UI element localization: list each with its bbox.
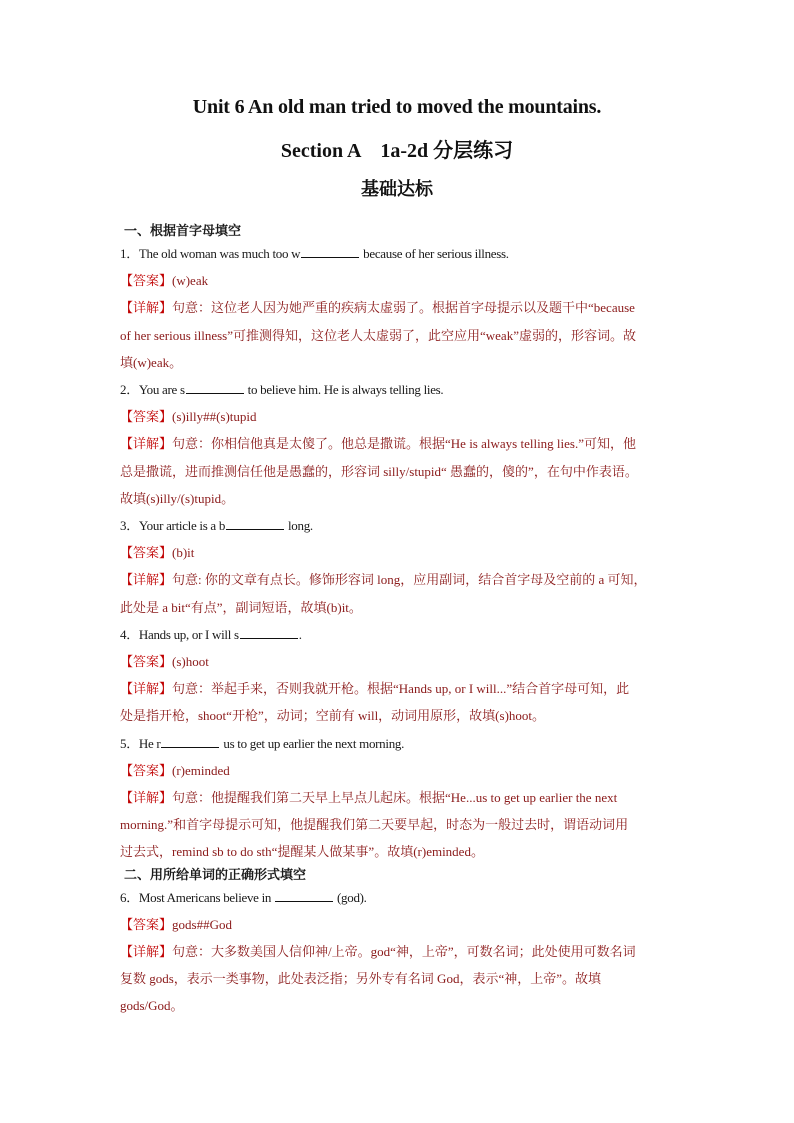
question-text: 1．The old woman was much too w xyxy=(120,246,301,261)
exercise-content xyxy=(120,222,680,1020)
answer-label: 【答案】 xyxy=(120,273,173,289)
explanation-line xyxy=(120,811,680,838)
question-text: to believe him. He is always telling lies. xyxy=(244,382,444,398)
answer-value: (r)eminded xyxy=(172,762,230,778)
explanation-text: gods/God。 xyxy=(120,998,184,1014)
explanation-text: 句意：这位老人因为她严重的疾病太虚弱了。根据首字母提示以及题干中“because xyxy=(172,300,635,316)
answer-line xyxy=(120,757,680,784)
explanation-text: 此处是 a bit“有点”，副词短语，故填(b)it。 xyxy=(120,599,362,615)
explanation-line xyxy=(120,349,680,376)
question-text: . xyxy=(298,626,302,642)
answer-blank xyxy=(240,626,298,639)
explanation-line xyxy=(120,838,680,865)
explanation-text: 句意：你相信他真是太傻了。他总是撒谎。根据“He is always telling lies.”可知，他 xyxy=(172,436,637,452)
explanation-label: 【详解】 xyxy=(120,681,173,697)
answer-value: (b)it xyxy=(172,545,195,561)
question-text: us to get up earlier the next morning. xyxy=(220,735,405,751)
unit-title: Unit 6 An old man tried to moved the mountains. xyxy=(192,96,602,118)
explanation-label: 【详解】 xyxy=(120,572,173,588)
level-title: 基础达标 xyxy=(361,179,433,199)
explanation-line xyxy=(120,965,680,992)
explanation-line xyxy=(120,430,680,457)
answer-label: 【答案】 xyxy=(120,762,173,778)
answer-line xyxy=(120,267,680,294)
answer-blank xyxy=(161,735,219,748)
answer-blank xyxy=(275,889,333,902)
section-heading: 二、用所给单词的正确形式填空 xyxy=(124,866,307,882)
question-line xyxy=(120,376,680,403)
explanation-line xyxy=(120,458,680,485)
explanation-text: 总是撒谎，进而推测信任他是愚蠢的，形容词 silly/stupid“ 愚蠢的，傻的”，在句中作表语。 xyxy=(120,463,638,479)
answer-value: (s)illy##(s)tupid xyxy=(172,409,257,425)
explanation-text: 句意：他提醒我们第二天早上早点儿起床。根据“He...us to get up earlier the next xyxy=(172,790,618,806)
explanation-line xyxy=(120,294,680,321)
explanation-text: 句意：举起手来，否则我就开枪。根据“Hands up, or I will...”结合首字母可知，此 xyxy=(172,681,630,697)
explanation-line xyxy=(120,566,680,593)
question-text: 5．He r xyxy=(120,735,161,751)
explanation-line xyxy=(120,784,680,811)
explanation-text: of her serious illness”可推测得知，这位老人太虚弱了，此空应用“weak”虚弱的，形容词。故 xyxy=(120,327,636,343)
answer-label: 【答案】 xyxy=(120,916,173,932)
answer-label: 【答案】 xyxy=(120,409,173,425)
section-title: Section A 1a-2d 分层练习 xyxy=(280,140,514,162)
question-text: long. xyxy=(285,518,313,534)
question-text: 2．You are s xyxy=(120,382,185,398)
question-line xyxy=(120,240,680,267)
question-text: 4．Hands up, or I will s xyxy=(120,626,239,642)
answer-blank xyxy=(226,517,284,530)
answer-label: 【答案】 xyxy=(120,545,173,561)
answer-value: (w)eak xyxy=(172,273,209,289)
answer-value: (s)hoot xyxy=(172,654,209,670)
explanation-line xyxy=(120,322,680,349)
question-text: 3．Your article is a b xyxy=(120,518,226,534)
explanation-text: 处是指开枪，shoot“开枪”，动词；空前有 will，动词用原形，故填(s)hoot。 xyxy=(120,708,546,724)
explanation-line xyxy=(120,702,680,729)
answer-line xyxy=(120,403,680,430)
explanation-label: 【详解】 xyxy=(120,790,173,806)
question-line xyxy=(120,730,680,757)
answer-line xyxy=(120,911,680,938)
section-heading: 一、根据首字母填空 xyxy=(124,223,242,238)
question-line xyxy=(120,621,680,648)
explanation-line xyxy=(120,992,680,1019)
explanation-text: 句意：大多数美国人信仰神/上帝。god“神，上帝”，可数名词；此处使用可数名词 xyxy=(172,944,636,960)
explanation-label: 【详解】 xyxy=(120,436,173,452)
question-text: (god). xyxy=(334,889,367,905)
explanation-text: 复数 gods，表示一类事物，此处表泛指；另外专有名词 God，表示“神，上帝”。故填 xyxy=(120,971,601,987)
question-text: 6．Most Americans believe in xyxy=(120,889,275,905)
answer-label: 【答案】 xyxy=(120,654,173,670)
answer-blank xyxy=(301,245,359,258)
explanation-line xyxy=(120,675,680,702)
explanation-text: 过去式，remind sb to do sth“提醒某人做某事”。故填(r)eminded。 xyxy=(120,844,484,860)
answer-line xyxy=(120,539,680,566)
explanation-line xyxy=(120,938,680,965)
answer-value: gods##God xyxy=(172,916,232,932)
explanation-text: 故填(s)illy/(s)tupid。 xyxy=(120,490,235,506)
explanation-line xyxy=(120,485,680,512)
question-line xyxy=(120,512,680,539)
answer-blank xyxy=(186,381,244,394)
explanation-label: 【详解】 xyxy=(120,944,173,960)
question-text: because of her serious illness. xyxy=(360,246,509,261)
question-line xyxy=(120,884,680,911)
explanation-text: 填(w)eak。 xyxy=(120,354,183,370)
explanation-label: 【详解】 xyxy=(120,300,173,316)
answer-line xyxy=(120,648,680,675)
explanation-text: morning.”和首字母提示可知，他提醒我们第二天要早起，时态为一般过去时，谓语动词用 xyxy=(120,817,629,833)
explanation-text: 句意: 你的文章有点长。修饰形容词 long，应用副词，结合首字母及空前的 a 可知， xyxy=(172,572,647,588)
explanation-line xyxy=(120,594,680,621)
